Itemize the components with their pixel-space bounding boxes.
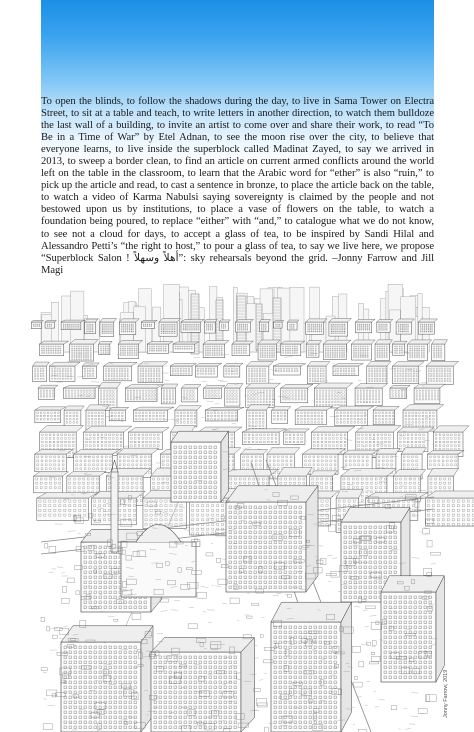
printed-sheet xyxy=(41,0,449,732)
illustration-credit xyxy=(443,618,453,718)
city-sketch-illustration xyxy=(41,292,434,732)
illustration-credit-text: Jonny Farrow, 2019 xyxy=(443,669,449,718)
article-body: To open the blinds, to follow the shadows during the day, to live in Sama Tower on Electra Street, to sit at a table and teach, to write letters in another direction, to watch them bulldoze the last wall of a building, to invite an artist to come over and share their work, to read “To Be in a Time of War” by Etel Adnan, to see the moon rise over the city, to believe that everyone learns, to live inside the superblock called Madinat Zayed, to say we arrived in 2013, to sweep a border clean, to find an article on current armed conflicts around the world left on the table in the classroom, to learn that the Arabic word for “ether” is also “ruin,” to pick up the article and read, to cast a sentence in bronze, to place the article back on the table, to watch a video of Karma Nabulsi saying sovereignty is claimed by the people and not bestowed upon us by institutions, to place a vase of flowers on the table, to watch a foundation being poured, to replace “either” with “and,” to catalogue what we do not know, to see not a cloud for days, to accept a glass of tea, to be inspired by Sandi Hilal and Alessandro Petti’s “the right to host,” to pour a glass of tea, to say we live here, we propose “Superblock Salon ! أهلاً وسهلاً”: sky rehearsals beyond the grid. –Jonny Farrow and Jill Magi xyxy=(41,96,434,276)
city-sketch-lines xyxy=(31,284,474,732)
